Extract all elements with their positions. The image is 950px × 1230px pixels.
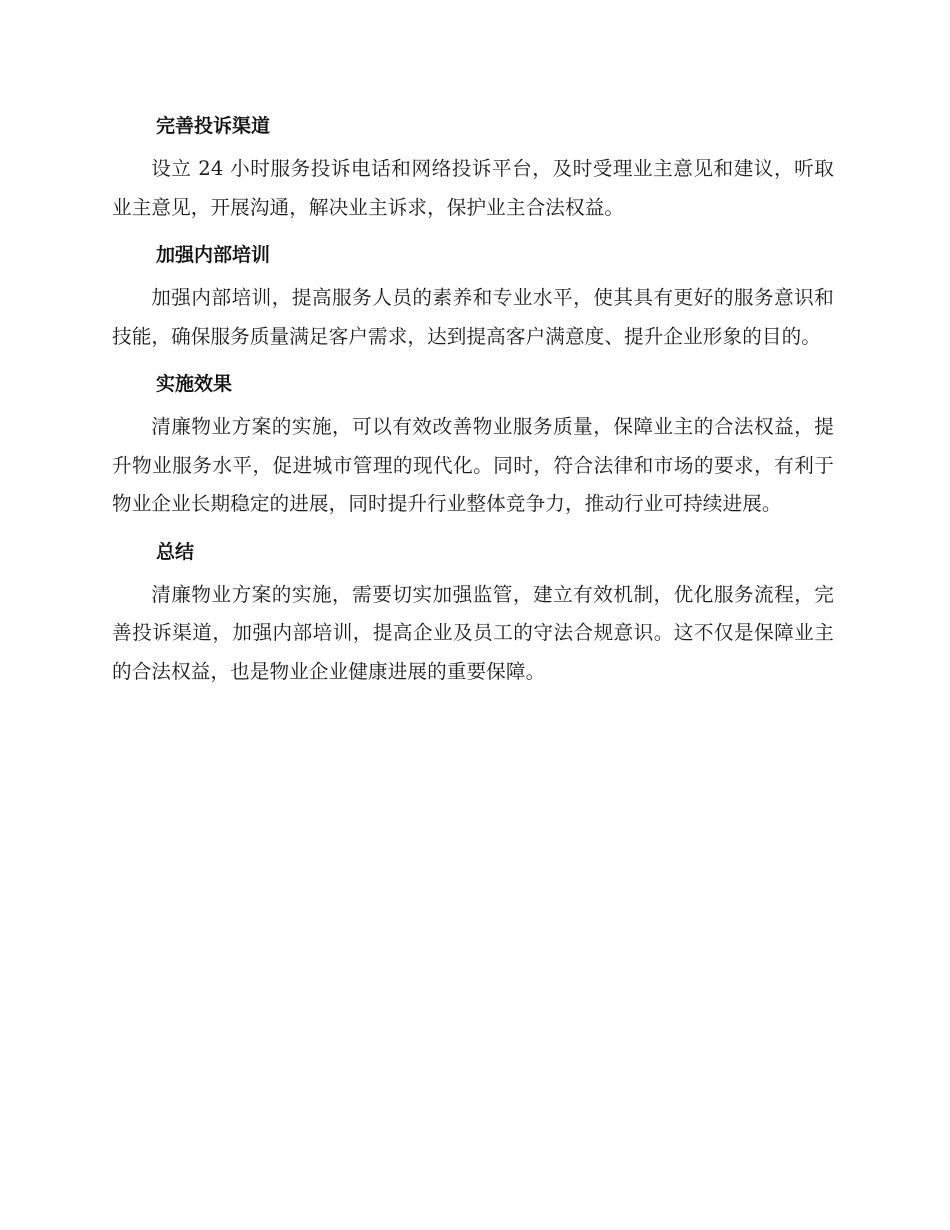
section-internal-training	[112, 235, 834, 356]
section-complaint-channels	[112, 106, 834, 227]
document-page	[112, 106, 834, 699]
section-heading: 实施效果	[156, 373, 233, 395]
section-paragraph: 加强内部培训，提高服务人员的素养和专业水平，使其具有更好的服务意识和技能，确保服务质量满足客户需求，达到提高客户满意度、提升企业形象的目的。	[112, 286, 834, 348]
section-heading: 总结	[156, 540, 195, 563]
section-heading: 加强内部培训	[156, 244, 271, 266]
section-implementation-effect	[112, 364, 834, 524]
section-paragraph: 清廉物业方案的实施，需要切实加强监管，建立有效机制，优化服务流程，完善投诉渠道，加强内部培训，提高企业及员工的守法合规意识。这不仅是保障业主的合法权益，也是物业企业健康进展的重要保障。	[112, 582, 834, 683]
section-paragraph: 清廉物业方案的实施，可以有效改善物业服务质量，保障业主的合法权益，提升物业服务水平，促进城市管理的现代化。同时，符合法律和市场的要求，有利于物业企业长期稳定的进展，同时提升行业整体竞争力，推动行业可持续进展。	[112, 415, 834, 515]
section-summary	[112, 532, 834, 692]
section-paragraph: 设立 24 小时服务投诉电话和网络投诉平台，及时受理业主意见和建议，听取业主意见，开展沟通，解决业主诉求，保护业主合法权益。	[112, 157, 834, 219]
section-heading: 完善投诉渠道	[156, 115, 271, 137]
